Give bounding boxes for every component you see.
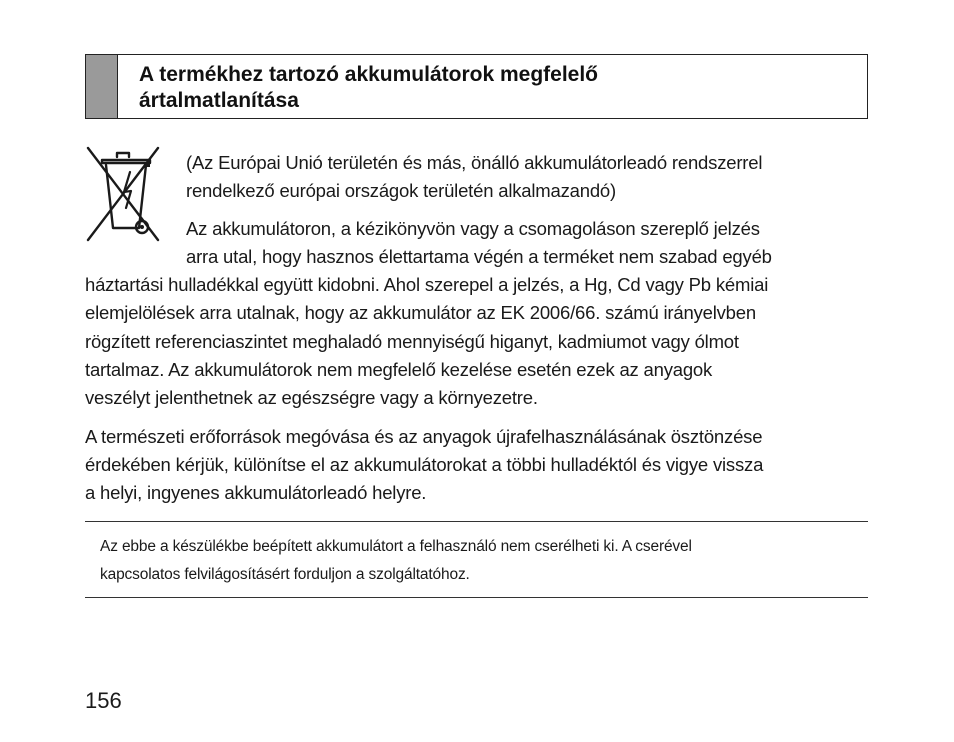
- section-title-line-1: A termékhez tartozó akkumulátorok megfelelő: [139, 63, 599, 86]
- marking-paragraph-line-6: tartalmaz. Az akkumulátorok nem megfelelő kezelése esetén ezek az anyagok: [85, 359, 713, 380]
- section-title-line-2: ártalmatlanítása: [139, 89, 299, 112]
- note-text: [100, 533, 692, 589]
- marking-paragraph-line-2: arra utal, hogy hasznos élettartama végén a terméket nem szabad egyéb: [186, 246, 772, 267]
- scope-paragraph-line-1: (Az Európai Unió területén és más, önálló akkumulátorleadó rendszerrel: [186, 152, 763, 173]
- marking-paragraph-line-4: elemjelölések arra utalnak, hogy az akkumulátor az EK 2006/66. számú irányelvben: [85, 302, 756, 323]
- note-line-2: kapcsolatos felvilágosításért forduljon a szolgáltatóhoz.: [100, 566, 470, 583]
- recycling-paragraph-line-3: a helyi, ingyenes akkumulátorleadó helyre.: [85, 482, 427, 503]
- note-line-1: Az ebbe a készülékbe beépített akkumulátort a felhasználó nem cserélheti ki. A cserével: [100, 538, 692, 555]
- crossed-out-wheelie-bin-icon: [84, 144, 162, 244]
- heading-accent-bar: [86, 55, 118, 118]
- recycling-paragraph-line-2: érdekében kérjük, különítse el az akkumulátorokat a többi hulladéktól és vigye vissza: [85, 454, 764, 475]
- note-top-divider: [85, 521, 868, 522]
- marking-paragraph-line-7: veszélyt jelenthetnek az egészségre vagy a környezetre.: [85, 387, 538, 408]
- recycling-paragraph-line-1: A természeti erőforrások megóvása és az anyagok újrafelhasználásának ösztönzése: [85, 426, 763, 447]
- note-bottom-divider: [85, 597, 868, 598]
- marking-paragraph-line-3: háztartási hulladékkal együtt kidobni. Ahol szerepel a jelzés, a Hg, Cd vagy Pb kémiai: [85, 274, 769, 295]
- section-heading-box: [85, 54, 868, 119]
- section-title: [139, 62, 857, 114]
- marking-paragraph-line-5: rögzített referenciaszintet meghaladó mennyiségű higanyt, kadmiumot vagy ólmot: [85, 331, 739, 352]
- scope-paragraph-line-2: rendelkező európai országok területén alkalmazandó): [186, 180, 616, 201]
- page-number: 156: [85, 688, 122, 713]
- marking-paragraph-line-1: Az akkumulátoron, a kézikönyvön vagy a csomagoláson szereplő jelzés: [186, 218, 760, 239]
